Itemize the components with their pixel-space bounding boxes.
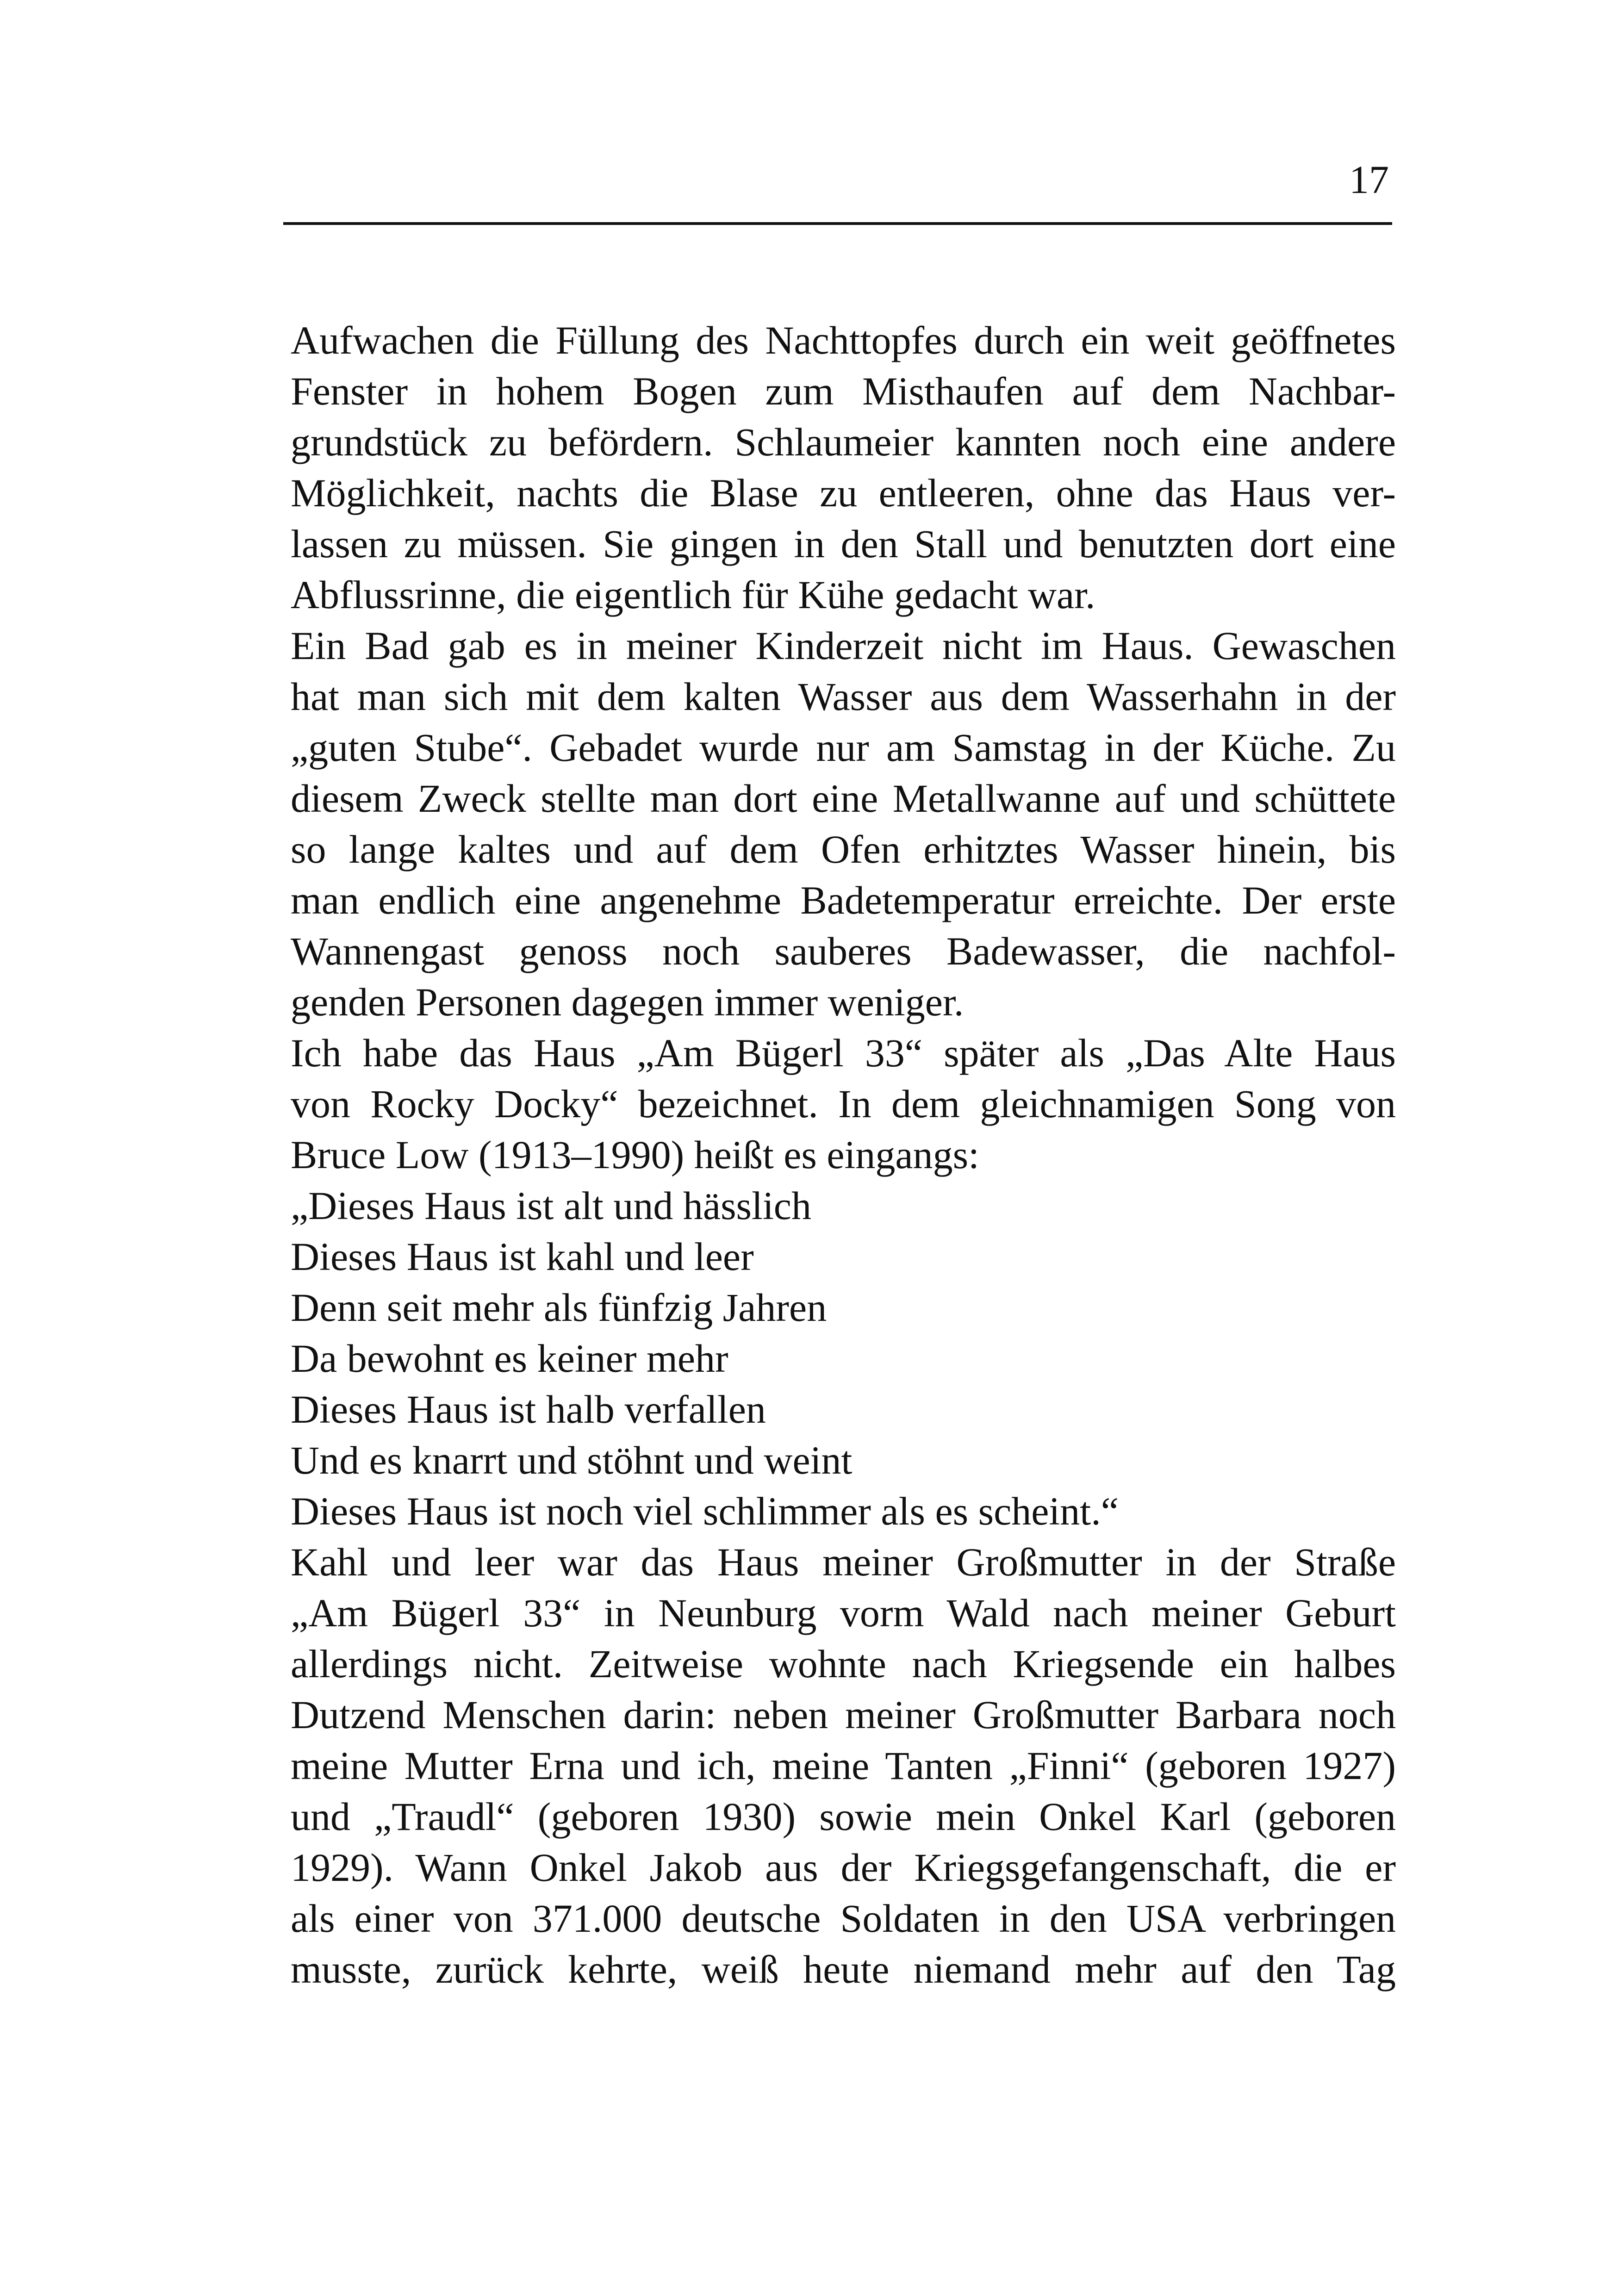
text-line: lassen zu müssen. Sie gingen in den Stall und benutzten dort eine: [291, 522, 1396, 566]
text-line: Fenster in hohem Bogen zum Misthaufen auf dem Nachbar-: [291, 369, 1396, 413]
text-line: musste, zurück kehrte, weiß heute niemand mehr auf den Tag: [291, 1947, 1396, 1991]
text-line: von Rocky Docky“ bezeichnet. In dem gleichnamigen Song von: [291, 1082, 1396, 1126]
text-line: hat man sich mit dem kalten Wasser aus dem Wasserhahn in der: [291, 674, 1396, 719]
text-line: allerdings nicht. Zeitweise wohnte nach Kriegsende ein halbes: [291, 1642, 1396, 1686]
text-line: Dieses Haus ist kahl und leer: [291, 1234, 754, 1279]
text-line: man endlich eine angenehme Badetemperatur erreichte. Der erste: [291, 878, 1396, 922]
text-line: „Am Bügerl 33“ in Neunburg vorm Wald nach meiner Geburt: [291, 1591, 1396, 1635]
text-line: diesem Zweck stellte man dort eine Metallwanne auf und schüttete: [291, 776, 1396, 821]
text-line: „Dieses Haus ist alt und hässlich: [291, 1183, 811, 1228]
text-line: Ich habe das Haus „Am Bügerl 33“ später als „Das Alte Haus: [291, 1031, 1396, 1075]
text-line: Aufwachen die Füllung des Nachttopfes durch ein weit geöffnetes: [291, 318, 1396, 362]
text-line: „guten Stube“. Gebadet wurde nur am Samstag in der Küche. Zu: [291, 725, 1396, 770]
text-line: Dieses Haus ist noch viel schlimmer als es scheint.“: [291, 1489, 1119, 1533]
text-line: Wannengast genoss noch sauberes Badewasser, die nachfol-: [291, 929, 1396, 973]
text-line: Und es knarrt und stöhnt und weint: [291, 1438, 853, 1482]
text-line: als einer von 371.000 deutsche Soldaten in den USA verbringen: [291, 1896, 1396, 1941]
text-line: so lange kaltes und auf dem Ofen erhitztes Wasser hinein, bis: [291, 827, 1396, 871]
text-line: Abflussrinne, die eigentlich für Kühe gedacht war.: [291, 572, 1095, 617]
text-line: Dutzend Menschen darin: neben meiner Großmutter Barbara noch: [291, 1692, 1396, 1737]
page-number: 17: [1349, 157, 1389, 202]
text-line: meine Mutter Erna und ich, meine Tanten „Finni“ (geboren 1927): [291, 1743, 1396, 1788]
text-line: grundstück zu befördern. Schlaumeier kannten noch eine andere: [291, 420, 1396, 464]
text-line: Dieses Haus ist halb verfallen: [291, 1387, 766, 1431]
text-line: Möglichkeit, nachts die Blase zu entleeren, ohne das Haus ver-: [291, 471, 1396, 515]
text-line: und „Traudl“ (geboren 1930) sowie mein Onkel Karl (geboren: [291, 1794, 1396, 1839]
header-rule: [283, 222, 1392, 225]
text-line: Denn seit mehr als fünfzig Jahren: [291, 1285, 827, 1330]
text-line: genden Personen dagegen immer weniger.: [291, 980, 964, 1024]
text-line: Ein Bad gab es in meiner Kinderzeit nicht im Haus. Gewaschen: [291, 623, 1396, 668]
body-text: [291, 315, 1396, 1995]
text-line: Kahl und leer war das Haus meiner Großmutter in der Straße: [291, 1540, 1396, 1584]
text-line: Da bewohnt es keiner mehr: [291, 1336, 728, 1381]
text-line: 1929). Wann Onkel Jakob aus der Kriegsgefangenschaft, die er: [291, 1845, 1396, 1890]
text-line: Bruce Low (1913–1990) heißt es eingangs:: [291, 1132, 979, 1177]
